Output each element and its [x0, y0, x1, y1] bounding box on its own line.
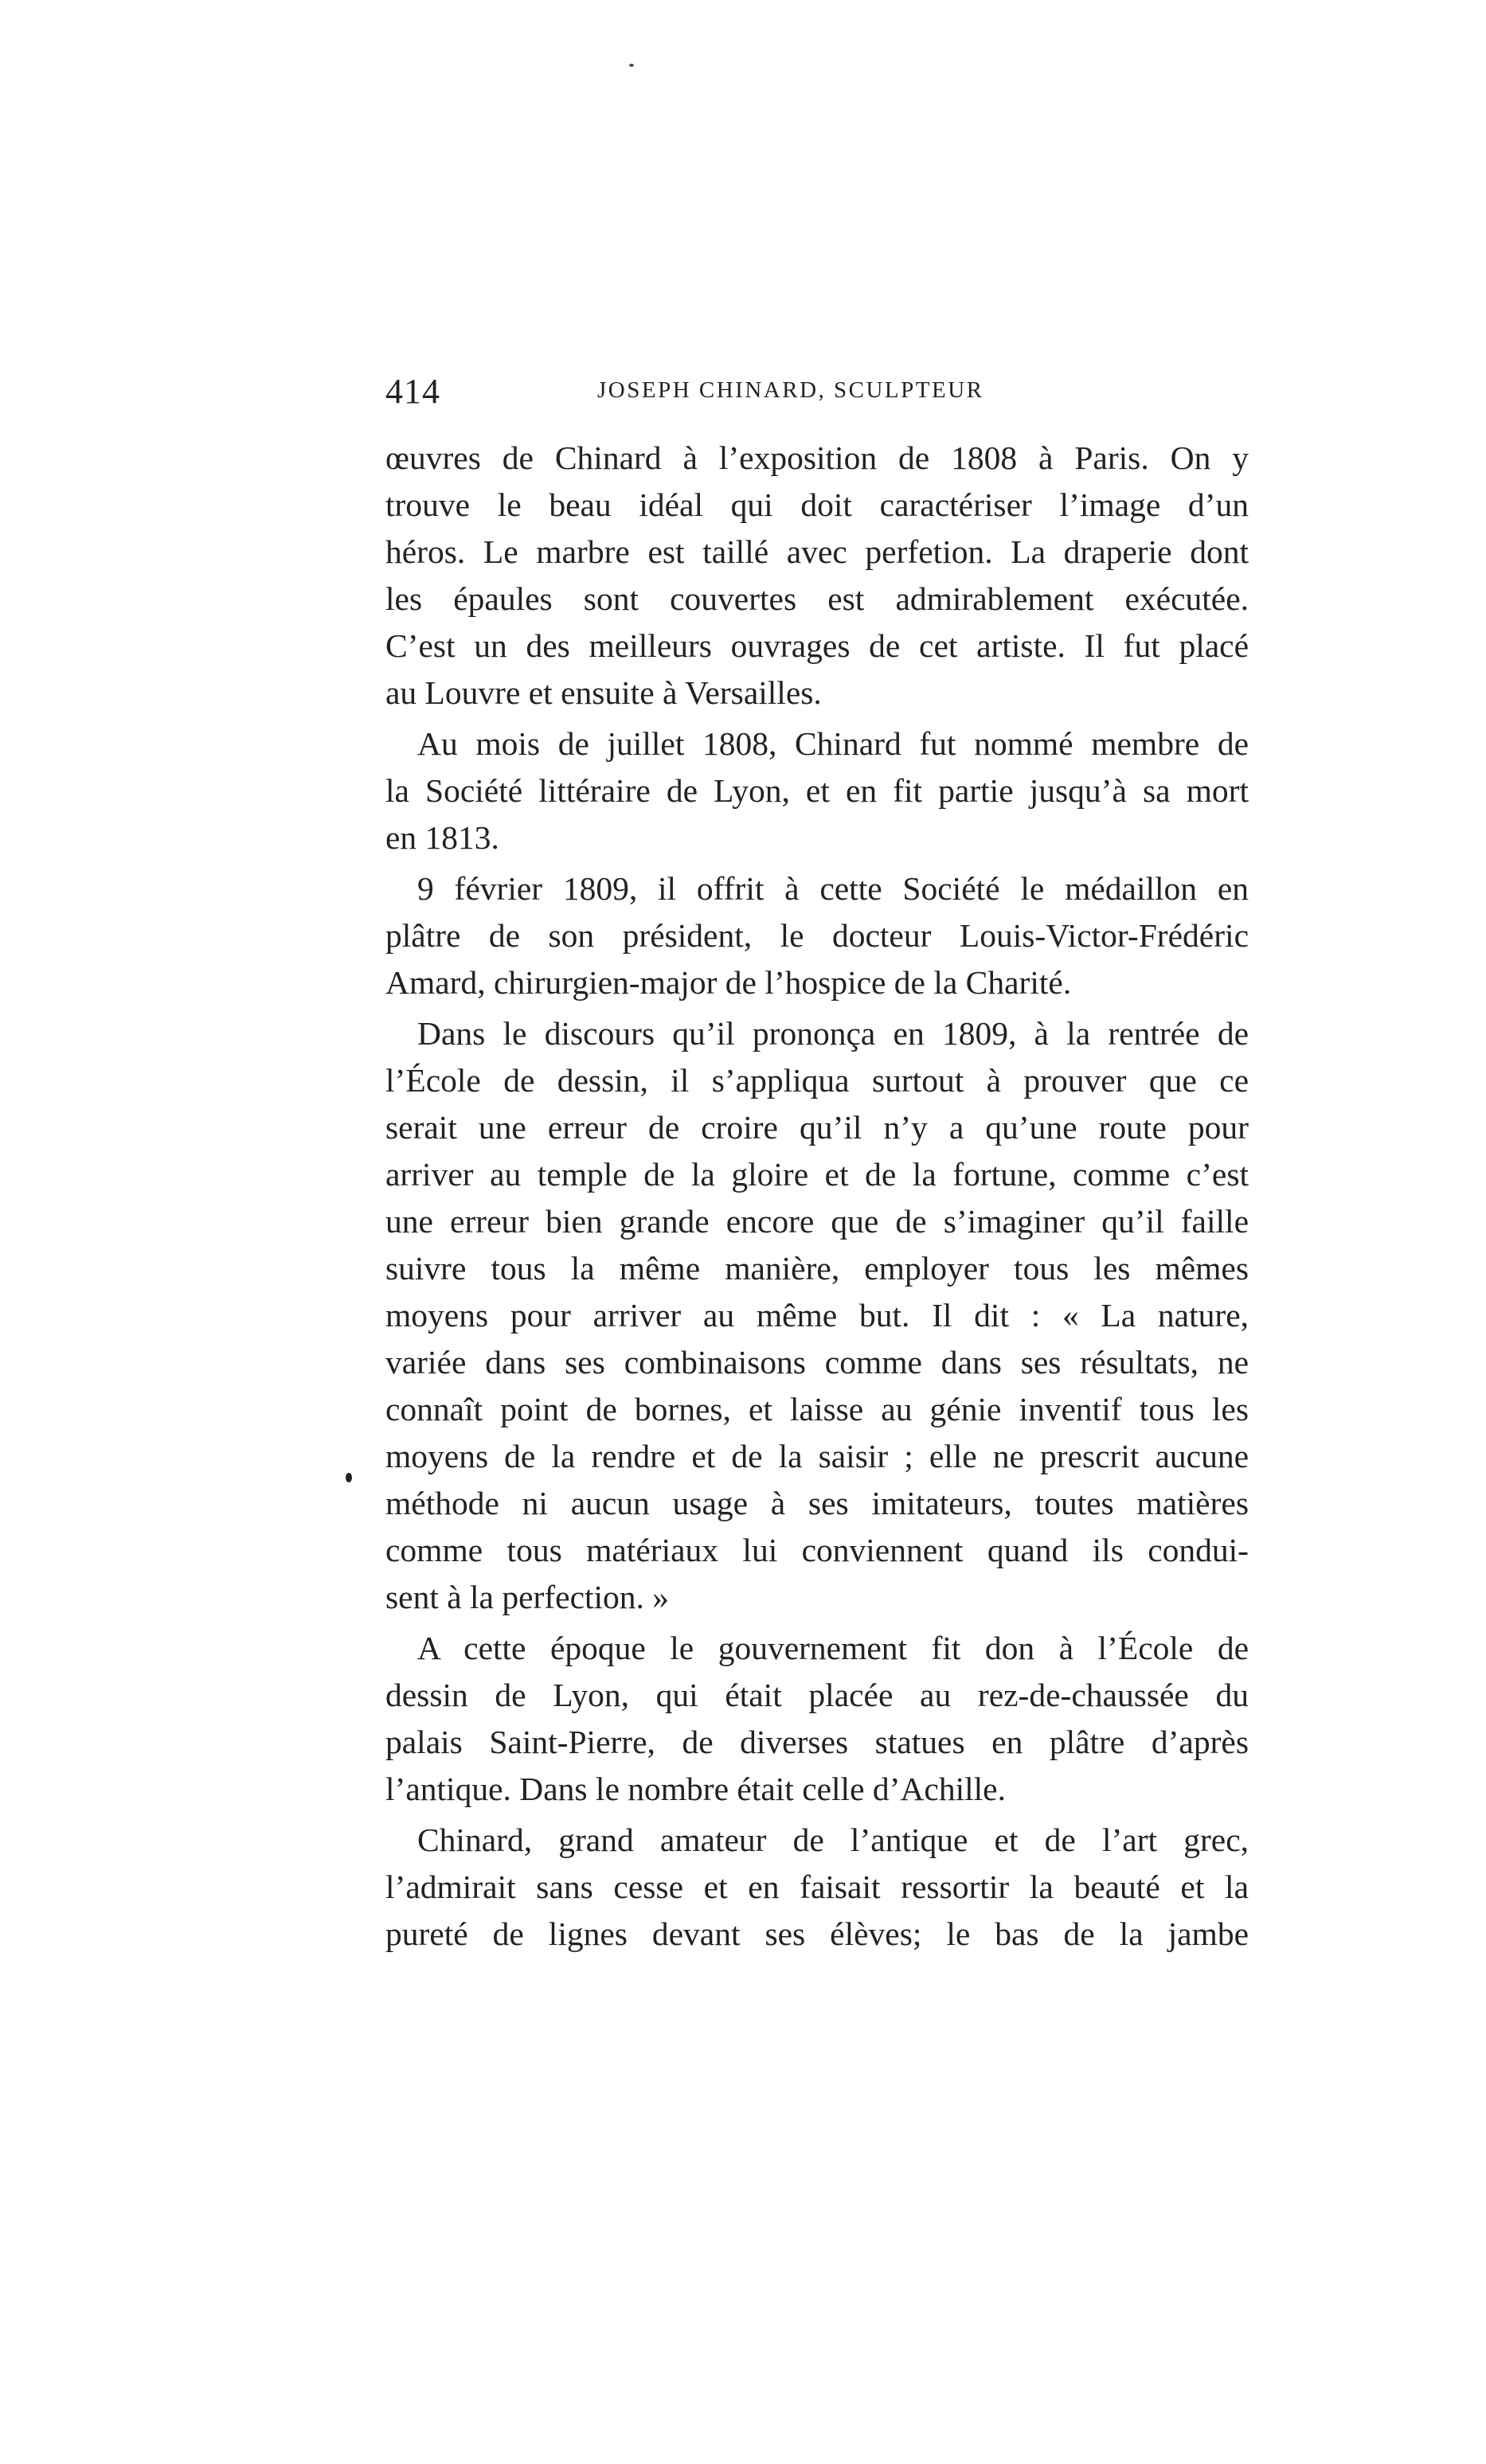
text-line: Chinard, grand amateur de l’antique et de l’art grec,: [417, 1822, 1249, 1858]
text-line: moyens pour arriver au même but. Il dit : « La nature,: [385, 1297, 1249, 1334]
text-line: en 1813.: [385, 819, 499, 856]
text-line: Au mois de juillet 1808, Chinard fut nommé membre de: [417, 725, 1249, 762]
text-line: suivre tous la même manière, employer tous les mêmes: [385, 1250, 1249, 1287]
text-line: trouve le beau idéal qui doit caractériser l’image d’un: [385, 486, 1249, 523]
text-line: une erreur bien grande encore que de s’imaginer qu’il faille: [385, 1203, 1249, 1240]
text-line: la Société littéraire de Lyon, et en fit partie jusqu’à sa mort: [385, 772, 1249, 809]
paragraph: [385, 1010, 1249, 1621]
text-line: moyens de la rendre et de la saisir ; elle ne prescrit aucune: [385, 1438, 1249, 1474]
paragraph: [385, 435, 1249, 717]
text-line: plâtre de son président, le docteur Louis-Victor-Frédéric: [385, 917, 1249, 954]
margin-ink-speck: [346, 1473, 352, 1482]
text-line: 9 février 1809, il offrit à cette Société le médaillon en: [417, 870, 1249, 907]
body-text: [385, 435, 1249, 1958]
paragraph: [385, 1817, 1249, 1958]
text-line: arriver au temple de la gloire et de la fortune, comme c’est: [385, 1156, 1249, 1193]
text-line: Dans le discours qu’il prononça en 1809, à la rentrée de: [417, 1015, 1249, 1052]
text-line: connaît point de bornes, et laisse au génie inventif tous les: [385, 1391, 1249, 1427]
text-line: l’École de dessin, il s’appliqua surtout à prouver que ce: [385, 1062, 1249, 1099]
paragraph: [385, 865, 1249, 1006]
text-line: œuvres de Chinard à l’exposition de 1808 à Paris. On y: [385, 439, 1249, 476]
text-line: héros. Le marbre est taillé avec perfetion. La draperie dont: [385, 533, 1249, 570]
text-line: les épaules sont couvertes est admirablement exécutée.: [385, 580, 1249, 617]
text-line: l’antique. Dans le nombre était celle d’Achille.: [385, 1771, 1006, 1807]
text-line: dessin de Lyon, qui était placée au rez-de-chaussée du: [385, 1677, 1249, 1713]
text-line: comme tous matériaux lui conviennent quand ils condui-: [385, 1532, 1249, 1568]
text-line: serait une erreur de croire qu’il n’y a qu’une route pour: [385, 1109, 1249, 1146]
print-speck: [629, 64, 634, 67]
text-line: A cette époque le gouvernement fit don à l’École de: [417, 1630, 1249, 1666]
text-line: pureté de lignes devant ses élèves; le bas de la jambe: [385, 1915, 1249, 1952]
page-number: 414: [385, 372, 440, 411]
text-line: sent à la perfection. »: [385, 1579, 670, 1615]
running-head: JOSEPH CHINARD, SCULPTEUR: [597, 377, 984, 403]
text-line: l’admirait sans cesse et en faisait ressortir la beauté et la: [385, 1869, 1249, 1905]
text-line: variée dans ses combinaisons comme dans ses résultats, ne: [385, 1344, 1249, 1380]
text-line: C’est un des meilleurs ouvrages de cet artiste. Il fut placé: [385, 627, 1249, 664]
paragraph: [385, 720, 1249, 861]
text-line: au Louvre et ensuite à Versailles.: [385, 674, 822, 711]
text-line: palais Saint-Pierre, de diverses statues en plâtre d’après: [385, 1724, 1249, 1760]
text-line: méthode ni aucun usage à ses imitateurs, toutes matières: [385, 1485, 1249, 1521]
paragraph: [385, 1625, 1249, 1813]
text-line: Amard, chirurgien-major de l’hospice de la Charité.: [385, 964, 1072, 1001]
